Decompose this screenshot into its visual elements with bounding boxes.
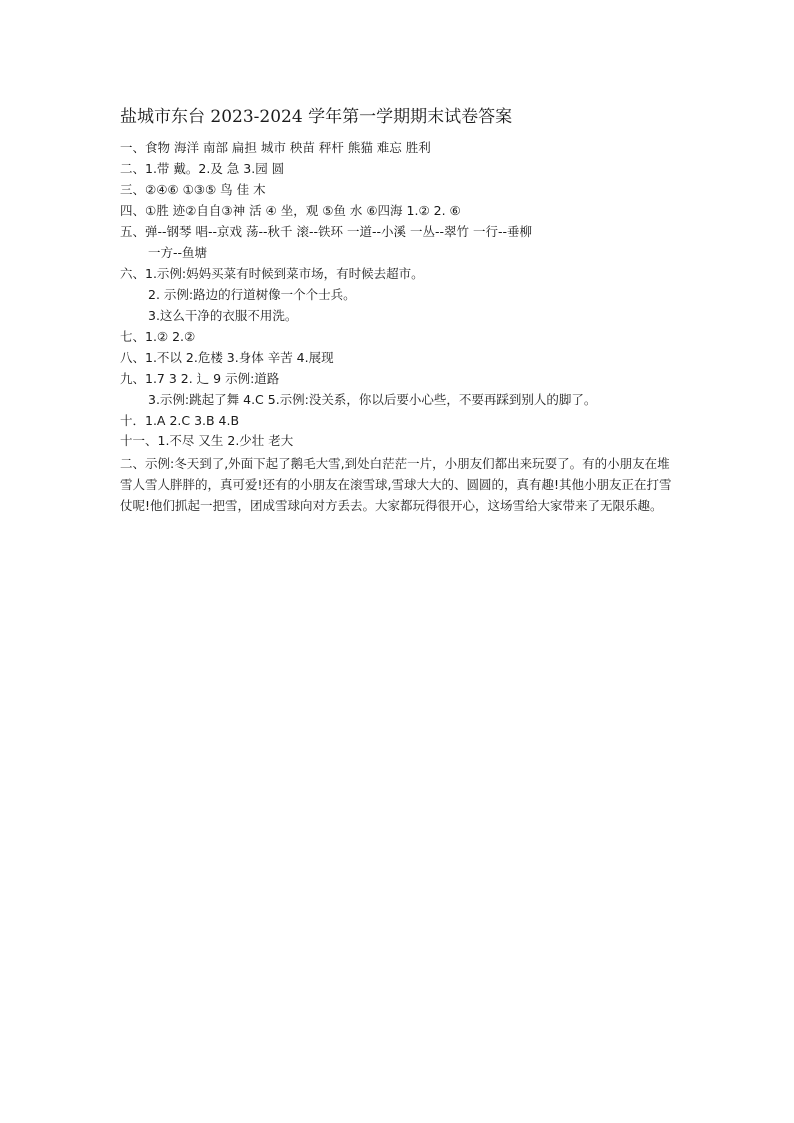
answer-line-5-cont: 一方--鱼塘 [148, 245, 208, 260]
answer-line-4: 四、①胜 迹②自自③神 活 ④ 坐，观 ⑤鱼 水 ⑥四海 1.② 2. ⑥ [120, 203, 461, 218]
answer-line-8: 八、1.不以 2.危楼 3.身体 辛苦 4.展现 [120, 350, 334, 365]
answer-line-2: 二、1.带 戴。2.及 急 3.园 圆 [120, 161, 285, 176]
answer-line-9: 九、1.7 3 2. 辶 9 示例:道路 [120, 371, 280, 386]
answer-line-6: 六、1.示例:妈妈买菜有时候到菜市场，有时候去超市。 [120, 266, 424, 281]
answer-line-10: 十．1.A 2.C 3.B 4.B [120, 413, 240, 428]
answer-line-3: 三、②④⑥ ①③⑤ 鸟 佳 木 [120, 182, 266, 197]
answer-line-11: 十一、1.不尽 又生 2.少壮 老大 [120, 433, 294, 448]
writing-example-paragraph: 二、示例:冬天到了,外面下起了鹅毛大雪,到处白茫茫一片，小朋友们都出来玩耍了。有的小朋友在堆雪人雪人胖胖的，真可爱!还有的小朋友在滚雪球,雪球大大的、圆圆的，真有趣!其他小朋友正在打雪仗呢!他们抓起一把雪，团成雪球向对方丢去。大家都玩得很开心，这场雪给大家带来了无限乐趣。 [120, 456, 672, 513]
answer-line-6-2: 2. 示例:路边的行道树像一个个士兵。 [148, 287, 356, 302]
answer-line-1: 一、食物 海洋 南部 扁担 城市 秧苗 秤杆 熊猫 难忘 胜利 [120, 140, 431, 155]
answer-line-9-cont: 3.示例:跳起了舞 4.C 5.示例:没关系，你以后要小心些，不要再踩到别人的脚了。 [148, 392, 597, 407]
answer-line-7: 七、1.② 2.② [120, 329, 196, 344]
answer-line-5: 五、弹--钢琴 唱--京戏 荡--秋千 滚--铁环 一道--小溪 一丛--翠竹 一行--垂柳 [120, 224, 532, 239]
page-title: 盐城市东台 2023-2024 学年第一学期期末试卷答案 [120, 107, 513, 127]
answer-line-6-3: 3.这么干净的衣服不用洗。 [148, 308, 298, 323]
